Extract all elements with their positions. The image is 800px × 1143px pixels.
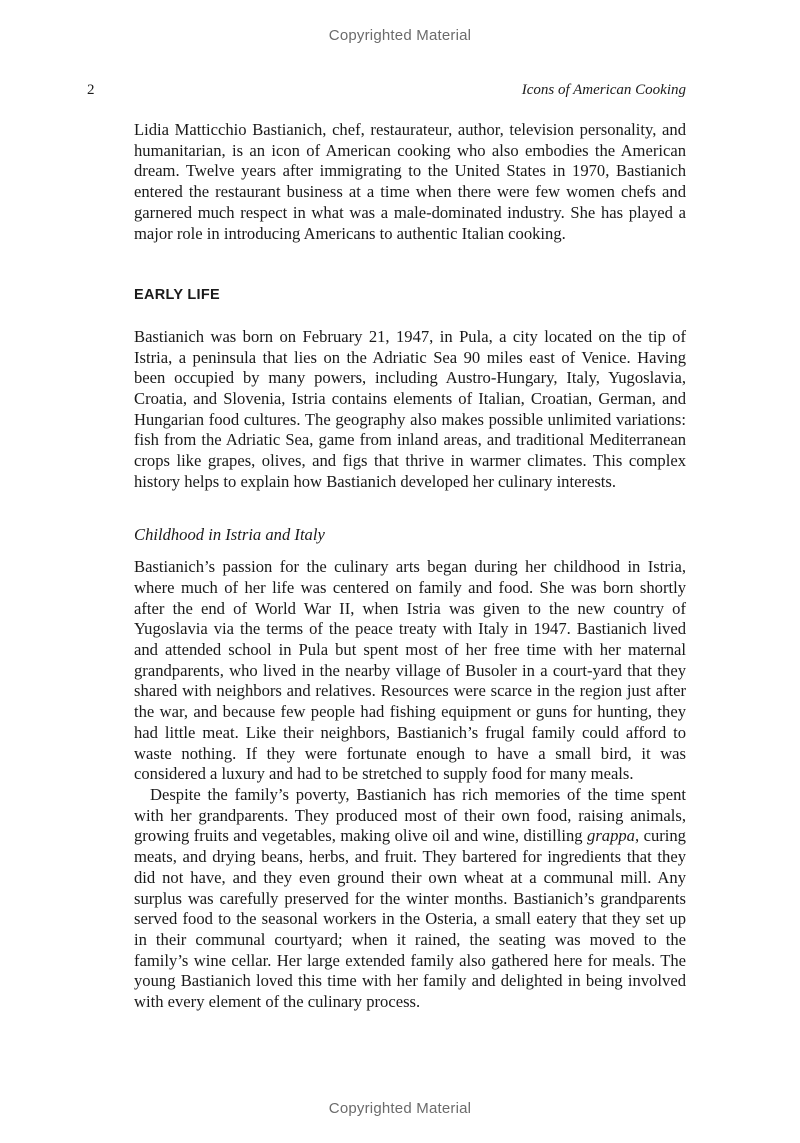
copyright-watermark-bottom: Copyrighted Material bbox=[328, 1100, 472, 1117]
running-head bbox=[87, 82, 686, 102]
page-body bbox=[134, 120, 686, 1013]
copyright-watermark-top: Copyrighted Material bbox=[328, 27, 472, 44]
section-heading-early-life: EARLY LIFE bbox=[134, 287, 220, 304]
childhood-paragraph-2-part-2: , curing meats, and drying beans, herbs, and fruit. They bartered for ingredients that they did not have, and they even ground their own wheat at a communal mill. Any surplus was carefully preserved for the winter months. Bastianich’s grandparents served food to the seasonal workers in the Osteria, a small eatery that they set up in their communal courtyard; when it rained, the seating was moved to the family’s wine cellar. Her large extended family also gathered here for meals. The young Bastianich loved this time with her family and delighted in being involved with every element of the culinary process. bbox=[134, 826, 686, 1012]
page-number: 2 bbox=[87, 82, 95, 98]
childhood-paragraph-2-part-1: Despite the family’s poverty, Bastianich has rich memories of the time spent with her grandparents. They produced most of their own food, raising animals, growing fruits and vegetables, making olive oil and wine, distilling bbox=[134, 784, 686, 846]
running-title: Icons of American Cooking bbox=[521, 82, 686, 98]
italic-term-grappa: grappa bbox=[587, 826, 635, 846]
intro-paragraph: Lidia Matticchio Bastianich, chef, restaurateur, author, television personality, and humanitarian, is an icon of American cooking who also embodies the American dream. Twelve years after immigrating to the United States in 1970, Bastianich entered the restaurant business at a time when there were few women chefs and garnered much respect in what was a male-dominated industry. She has played a major role in introducing Americans to authentic Italian cooking. bbox=[134, 120, 686, 243]
subheading-childhood: Childhood in Istria and Italy bbox=[134, 524, 325, 544]
childhood-paragraph-1: Bastianich’s passion for the culinary arts began during her childhood in Istria, where much of her life was centered on family and food. She was born shortly after the end of World War II, when Istria was given to the new country of Yugoslavia via the terms of the peace treaty with Italy in 1947. Bastianich lived and attended school in Pula but spent most of her free time with her maternal grandparents, who lived in the nearby village of Busoler in a court-yard that they shared with neighbors and relatives. Resources were scarce in the region just after the war, and because few people had fishing equipment or guns for hunting, they had little meat. Like their neighbors, Bastianich’s frugal family could afford to waste nothing. If they were fortunate enough to have a small bird, it was considered a luxury and had to be stretched to supply food for many meals. bbox=[134, 557, 686, 784]
childhood-paragraph-2 bbox=[134, 785, 686, 1013]
early-life-paragraph: Bastianich was born on February 21, 1947, in Pula, a city located on the tip of Istria, a peninsula that lies on the Adriatic Sea 90 miles east of Venice. Having been occupied by many powers, including Austro-Hungary, Italy, Yugoslavia, Croatia, and Slovenia, Istria contains elements of Italian, Croatian, German, and Hungarian food cultures. The geography also makes possible unlimited variations: fish from the Adriatic Sea, game from inland areas, and traditional Mediterranean crops like grapes, olives, and figs that thrive in warmer climates. This complex history helps to explain how Bastianich developed her culinary interests. bbox=[134, 326, 686, 491]
